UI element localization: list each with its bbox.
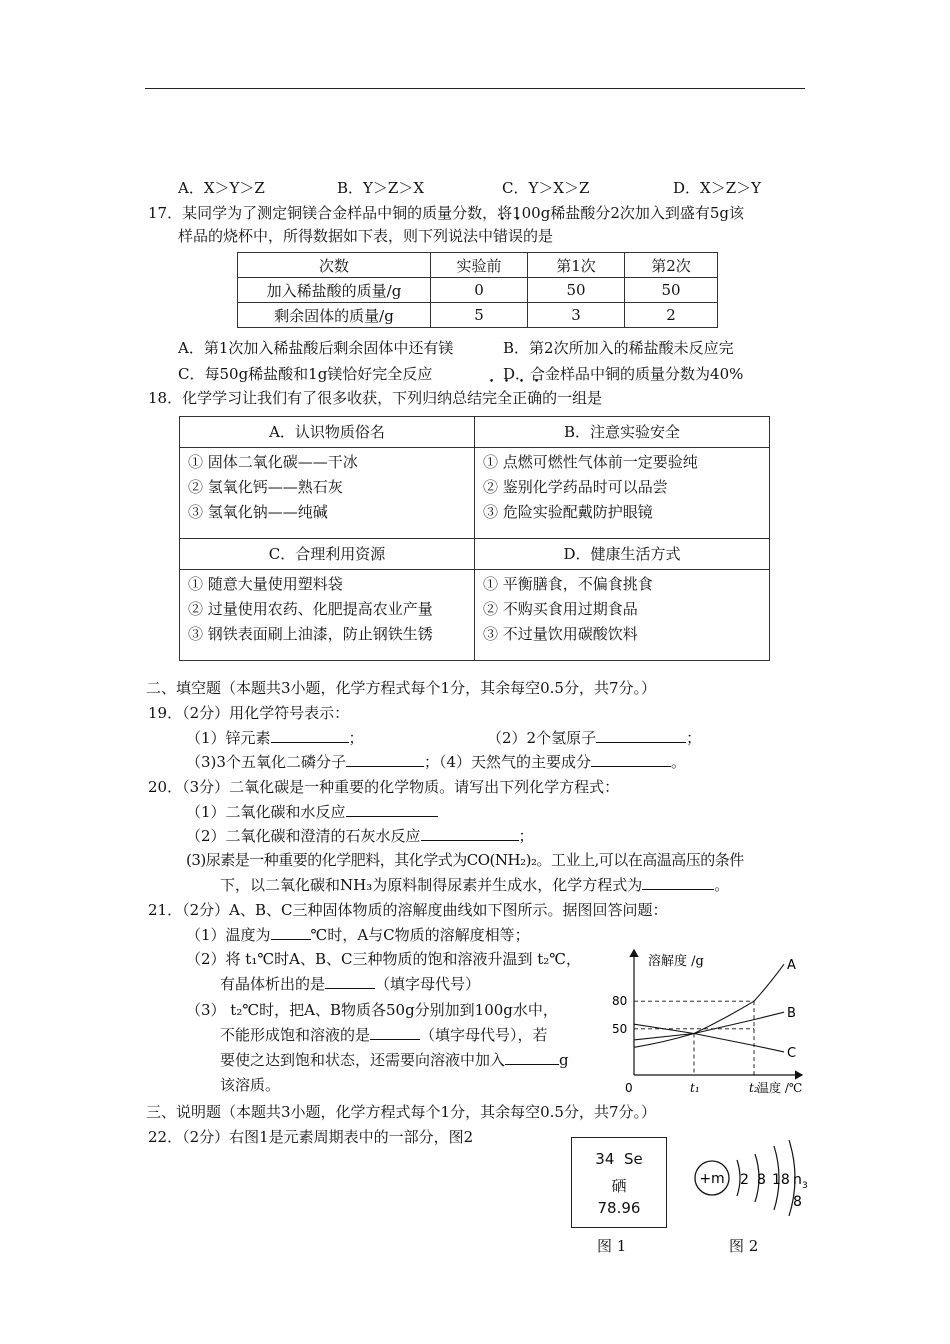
q20-part2: （2）二氧化碳和澄清的石灰水反应 ； (186, 827, 534, 845)
q20-blank3[interactable] (642, 875, 714, 890)
q18-cell-c-title: C．合理利用资源 (180, 539, 475, 570)
chart-x-tick-t2: t₂ (749, 1081, 759, 1095)
q18-cell-b-items: ① 点燃可燃性气体前一定要验纯 ② 鉴别化学药品时可以品尝 ③ 危险实验配戴防护眼镜 (475, 448, 770, 539)
q19-part1: （1）锌元素 ； (186, 729, 364, 747)
q17-stem-line2: 样品的烧杯中，所得数据如下表，则下列说法中错误的是 (178, 227, 554, 245)
section3-heading: 三、说明题（本题共3小题，化学方程式每个1分，其余每空0.5分，共7分。） (146, 1103, 656, 1121)
nucleus-charge: +m (699, 1171, 725, 1187)
element-number-symbol: 34 Se (595, 1150, 643, 1168)
top-rule (145, 88, 805, 89)
q19-part3: （3)3个五氧化二磷分子 ；（4）天然气的主要成分 。 (186, 753, 687, 771)
q18-cell-d-items: ① 平衡膳食，不偏食挑食 ② 不购买食用过期食品 ③ 不过量饮用碳酸饮料 (475, 570, 770, 661)
q19-part2: （2）2个氢原子 ； (487, 729, 702, 747)
q18-cell-a-items: ① 固体二氧化碳——干冰 ② 氢氧化钙——熟石灰 ③ 氢氧化钠——纯碱 (180, 448, 475, 539)
q17-option-b: B．第2次所加入的稀盐酸未反应完 (503, 339, 734, 357)
solubility-chart (610, 945, 810, 1100)
q19-blank3[interactable] (346, 752, 424, 767)
q16-option-c: C．Y＞X＞Z (502, 179, 590, 197)
q21-part3-line2: 不能形成饱和溶液的是 （填字母代号），若 (220, 1026, 548, 1044)
q17-option-d: D．合金样品中铜的质量分数为40% (503, 365, 744, 383)
curve-a (634, 964, 784, 1047)
q17-option-a: A．第1次加入稀盐酸后剩余固体中还有镁 (178, 339, 454, 357)
q20-part3-line2: 下，以二氧化碳和NH₃为原料制得尿素并生成水，化学方程式为 。 (220, 876, 730, 894)
figure2-caption: 图 2 (729, 1237, 759, 1255)
element-card-selenium (571, 1137, 667, 1228)
q18-cell-c-items: ① 随意大量使用塑料袋 ② 过量使用农药、化肥提高农业产量 ③ 钢铁表面刷上油漆，防止钢铁生锈 (180, 570, 475, 661)
q21-blank1[interactable] (271, 925, 311, 940)
curve-label-b: B (787, 1006, 796, 1022)
q17-stem-line1: 17．某同学为了测定铜镁合金样品中铜的质量分数，将100g稀盐酸分2次加入到盛有5g该 (148, 204, 745, 222)
q18-stem: 18．化学学习让我们有了很多收获，下列归纳总结完全正确的一组是 (148, 389, 603, 407)
q17-data-table (237, 252, 718, 328)
chart-x-label: 温度 /℃ (757, 1081, 803, 1095)
q21-stem: 21．（2分）A、B、C三种固体物质的溶解度曲线如下图所示。据图回答问题： (148, 901, 668, 919)
q17-header-before: 实验前 (431, 253, 528, 278)
section2-heading: 二、填空题（本题共3小题，化学方程式每个1分，其余每空0.5分，共7分。） (146, 679, 656, 697)
atom-structure-diagram (685, 1138, 815, 1218)
q21-part2-line1: （2）将 t₁℃时A、B、C三种物质的饱和溶液升温到 t₂℃， (186, 950, 582, 968)
shell-subscript: 3 (802, 1181, 808, 1191)
q19-stem: 19．（2分）用化学符号表示： (148, 704, 350, 722)
table-row: 加入稀盐酸的质量/g 0 50 50 (238, 278, 718, 303)
element-name: 硒 (611, 1177, 627, 1195)
curve-label-a: A (787, 958, 796, 974)
chart-y-label: 溶解度 /g (648, 954, 704, 969)
q20-part3-line1: (3)尿素是一种重要的化学肥料，其化学式为CO(NH₂)₂。工业上,可以在高温高压的条件 (186, 851, 744, 869)
chart-y-tick-50: 50 (612, 1021, 628, 1036)
element-mass: 78.96 (597, 1199, 641, 1217)
q21-blank4[interactable] (505, 1050, 559, 1065)
curve-label-c: C (787, 1045, 797, 1061)
q20-blank2[interactable] (421, 826, 519, 841)
q21-part2-line2: 有晶体析出的是 （填字母代号） (220, 975, 481, 993)
q21-part3-line4: 该溶质。 (220, 1076, 281, 1094)
q18-cell-a-title: A．认识物质俗名 (180, 417, 475, 448)
q20-part1: （1）二氧化碳和水反应 (186, 802, 438, 822)
q21-part3-line3: 要使之达到饱和状态，还需要向溶液中加入 g (220, 1051, 569, 1069)
q16-option-a: A．X＞Y＞Z (178, 179, 265, 197)
q21-part3-line1: （3） t₂℃时，把A、B物质各50g分别加到100g水中， (186, 1001, 558, 1019)
table-row: 剩余固体的质量/g 5 3 2 (238, 303, 718, 328)
chart-origin-label: 0 (625, 1081, 633, 1095)
q19-blank2[interactable] (596, 728, 686, 743)
figure1-caption: 图 1 (597, 1237, 627, 1255)
q16-option-b: B．Y＞Z＞X (337, 179, 425, 197)
shell-extra-count: 8 (793, 1194, 802, 1210)
q17-header-count: 次数 (238, 253, 431, 278)
q22-stem: 22．（2分）右图1是元素周期表中的一部分，图2 (148, 1128, 474, 1146)
q21-blank3[interactable] (370, 1025, 420, 1040)
q19-blank4[interactable] (591, 752, 671, 767)
shell-electrons-2: 8 (757, 1172, 766, 1188)
q16-option-d: D．X＞Z＞Y (673, 179, 762, 197)
q17-header-second: 第2次 (625, 253, 718, 278)
chart-x-tick-t1: t₁ (690, 1081, 700, 1095)
chart-y-tick-80: 80 (612, 994, 628, 1009)
shell-electrons-3: 18 (772, 1172, 790, 1188)
q18-cell-b-title: B．注意实验安全 (475, 417, 770, 448)
q21-blank2[interactable] (325, 974, 375, 989)
shell-electrons-4: n (793, 1172, 802, 1188)
q19-blank1[interactable] (271, 728, 349, 743)
q17-header-first: 第1次 (528, 253, 625, 278)
q17-option-c: C．每50g稀盐酸和1g镁恰好完全反应 (178, 365, 433, 383)
q20-stem: 20．（3分）二氧化碳是一种重要的化学物质。请写出下列化学方程式： (148, 778, 620, 796)
q18-summary-table (179, 416, 770, 661)
shell-electrons-1: 2 (740, 1172, 749, 1188)
q20-blank1[interactable] (346, 802, 438, 817)
q18-cell-d-title: D．健康生活方式 (475, 539, 770, 570)
q21-part1: （1）温度为 ℃时，A与C物质的溶解度相等； (186, 926, 530, 944)
